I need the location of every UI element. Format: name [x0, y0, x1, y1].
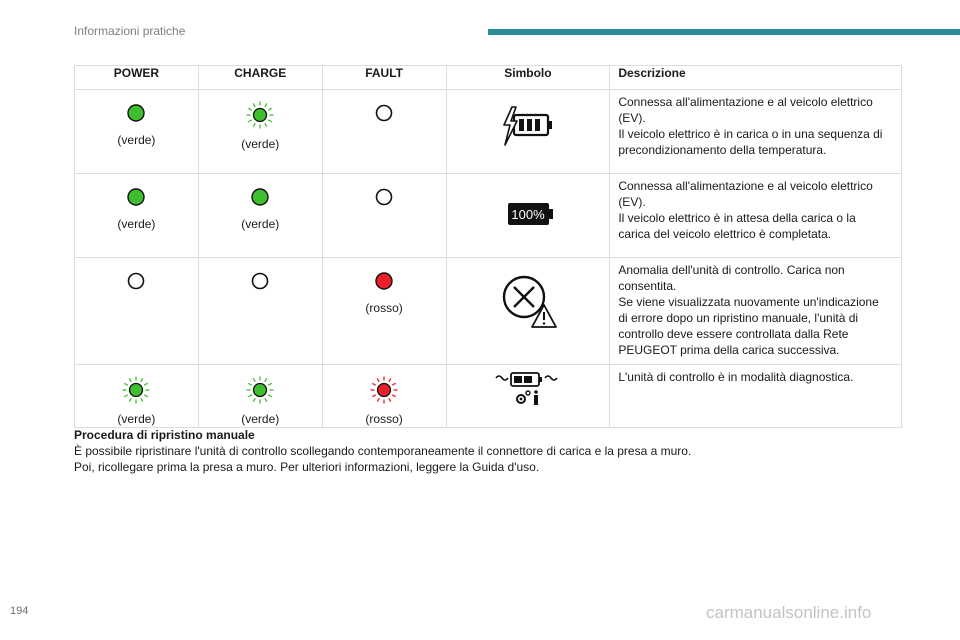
description-line: Il veicolo elettrico è in attesa della carica o la [618, 211, 856, 225]
led-steady-icon [248, 185, 272, 209]
led-color-label: (rosso) [365, 412, 403, 426]
cell-fault [322, 365, 446, 428]
cell-power [75, 365, 199, 428]
cell-symbol [446, 90, 610, 174]
cell-description [610, 174, 902, 258]
cell-power [75, 174, 199, 258]
cell-symbol [446, 258, 610, 365]
cell-description [610, 90, 902, 174]
reset-procedure-note [74, 427, 904, 475]
led-color-label: (verde) [241, 412, 280, 426]
description-line: PEUGEOT prima della carica successiva. [618, 343, 840, 357]
cell-symbol [446, 174, 610, 258]
description-line: Anomalia dell'unità di controllo. Carica non [618, 263, 845, 277]
led-color-label: (verde) [117, 412, 156, 426]
led-status-table [74, 65, 902, 428]
cell-power [75, 90, 199, 174]
cell-power [75, 258, 199, 365]
cell-fault [322, 90, 446, 174]
cell-charge [198, 174, 322, 258]
cell-description [610, 365, 902, 428]
led-off-icon [372, 101, 396, 125]
column-header-symbol: Simbolo [446, 66, 610, 90]
description-line: (EV). [618, 195, 646, 209]
battery-percent-text: 100% [511, 207, 545, 222]
cell-charge [198, 258, 322, 365]
led-color-label: (verde) [241, 137, 280, 151]
description-line: consentita. [618, 279, 677, 293]
column-header-description: Descrizione [610, 66, 902, 90]
description-line: Il veicolo elettrico è in carica o in una sequenza di [618, 127, 883, 141]
cell-charge [198, 90, 322, 174]
led-steady-icon [124, 185, 148, 209]
battery-full-icon [498, 197, 558, 231]
cell-description [610, 258, 902, 365]
table-row [75, 258, 902, 365]
watermark: carmanualsonline.info [706, 603, 872, 622]
led-color-label: (rosso) [365, 301, 403, 315]
table-header-row [75, 66, 902, 90]
fault-warning-icon [496, 269, 560, 331]
description-line: precondizionamento della temperatura. [618, 143, 827, 157]
note-title: Procedura di ripristino manuale [74, 428, 255, 442]
led-steady-icon [124, 101, 148, 125]
led-color-label: (verde) [117, 133, 156, 147]
table-row [75, 90, 902, 174]
led-steady-icon [372, 269, 396, 293]
cell-fault [322, 174, 446, 258]
cell-symbol [446, 365, 610, 428]
column-header-fault: FAULT [322, 66, 446, 90]
led-color-label: (verde) [241, 217, 280, 231]
led-off-icon [372, 185, 396, 209]
led-color-label: (verde) [117, 217, 156, 231]
description-line: Se viene visualizzata nuovamente un'indicazione [618, 295, 879, 309]
note-line: Poi, ricollegare prima la presa a muro. Per ulteriori informazioni, leggere la Guida d'uso. [74, 460, 540, 474]
description-line: L'unità di controllo è in modalità diagnostica. [618, 370, 854, 384]
led-off-icon [248, 269, 272, 293]
description-line: di errore dopo un ripristino manuale, l'unità di [618, 311, 859, 325]
diagnostic-mode-icon [493, 372, 563, 410]
led-blinking-icon [122, 376, 150, 404]
note-line: È possibile ripristinare l'unità di controllo scollegando contemporaneamente il connettore di carica e la presa a muro. [74, 444, 692, 458]
battery-charging-icon [498, 103, 558, 149]
column-header-power: POWER [75, 66, 199, 90]
cell-charge [198, 365, 322, 428]
description-line: Connessa all'alimentazione e al veicolo elettrico [618, 95, 873, 109]
description-line: controllo deve essere controllata dalla Rete [618, 327, 849, 341]
description-line: carica del veicolo elettrico è completata. [618, 227, 832, 241]
led-blinking-icon [246, 376, 274, 404]
description-line: (EV). [618, 111, 646, 125]
cell-fault [322, 258, 446, 365]
led-off-icon [124, 269, 148, 293]
section-title: Informazioni pratiche [74, 24, 186, 38]
table-row [75, 365, 902, 428]
led-blinking-icon [370, 376, 398, 404]
column-header-charge: CHARGE [198, 66, 322, 90]
table-row [75, 174, 902, 258]
header-accent-bar [488, 29, 960, 35]
description-line: Connessa all'alimentazione e al veicolo elettrico [618, 179, 873, 193]
page-number: 194 [10, 605, 29, 617]
led-blinking-icon [246, 101, 274, 129]
